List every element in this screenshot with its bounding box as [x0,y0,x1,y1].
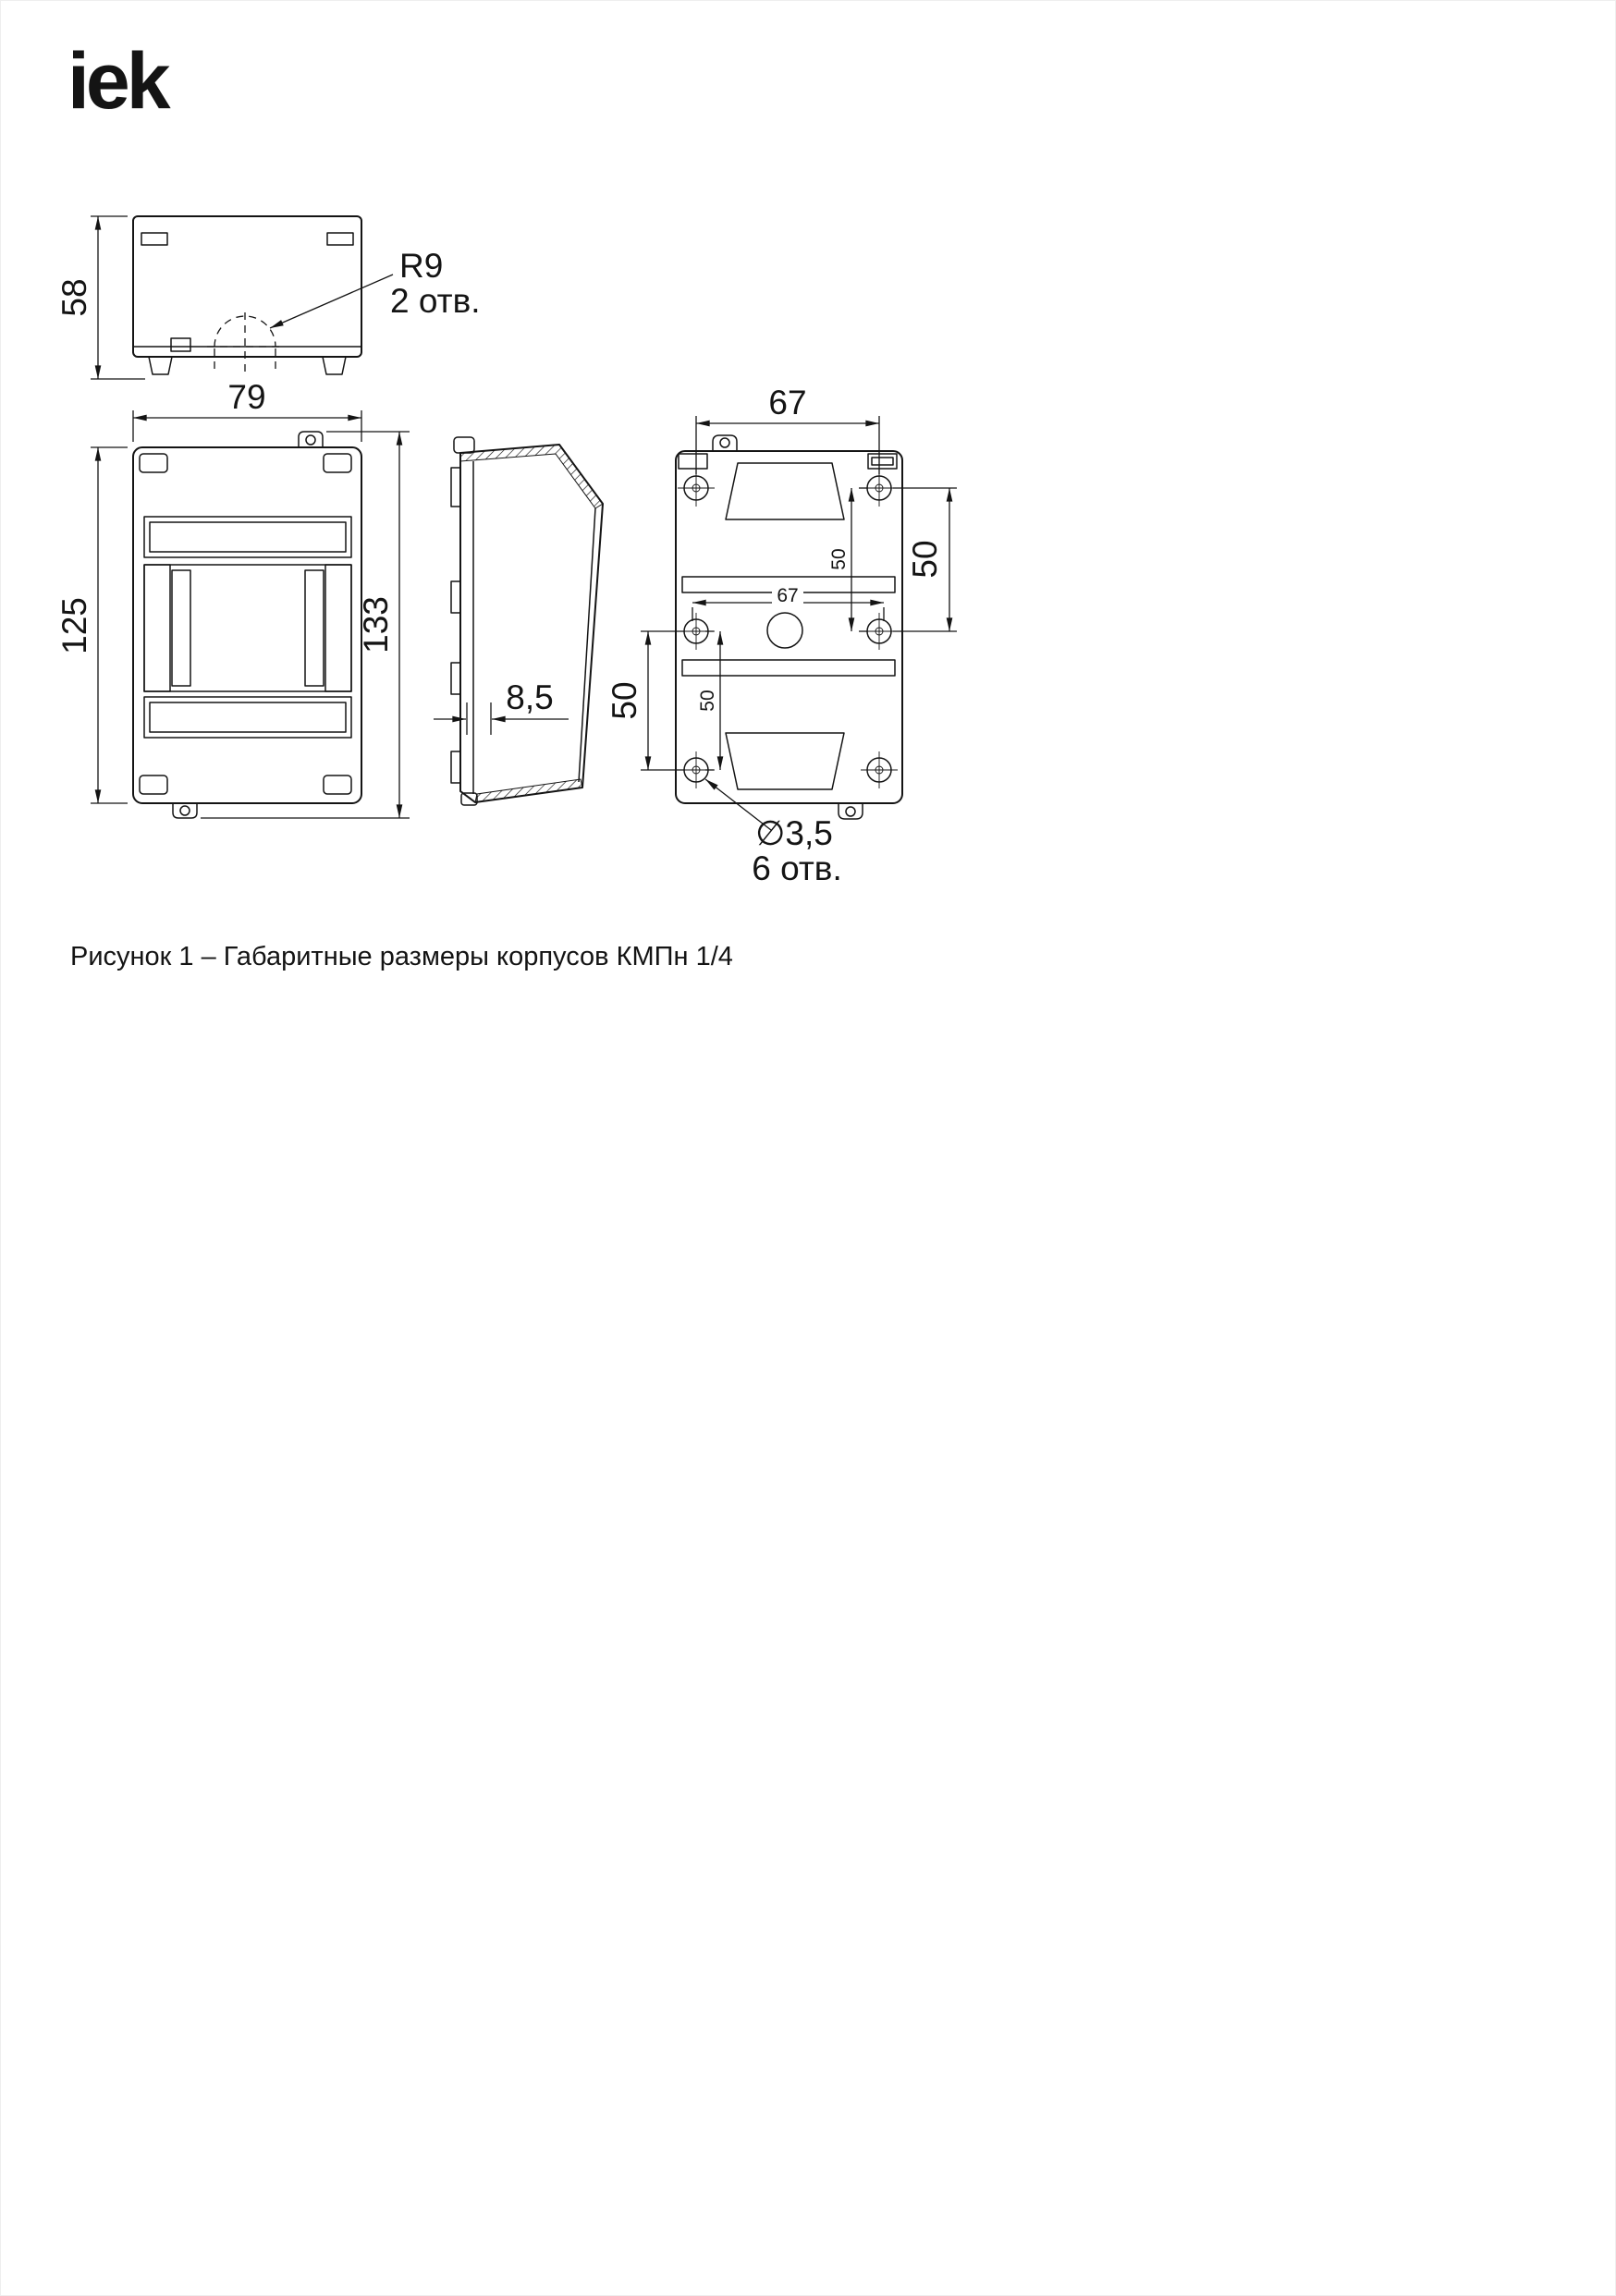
mount-hole [861,751,898,788]
dim-label-hole-span-width: 67 [768,384,807,421]
dim-label-lip-depth: 8,5 [506,678,554,716]
din-clip [451,468,460,507]
dim-front-body-height [55,447,128,803]
dim-label-inner-left: 50 [697,690,718,712]
callout-radius [270,247,481,328]
callout-diameter-label: ∅3,5 [755,814,833,852]
dim-label-width: 79 [227,378,266,416]
side-view [434,437,603,805]
callout-hole-count: 6 отв. [752,849,842,887]
back-view [606,384,957,887]
dim-back-inner-left [697,631,720,770]
side-top-tab [454,437,474,453]
dim-label-body-height: 125 [55,597,93,654]
top-knockout [726,463,844,519]
dim-back-inner-width [692,585,884,621]
front-outline [133,447,361,803]
module-area [144,565,351,691]
din-clip [451,581,460,613]
slot-bar [682,660,895,676]
dim-label-depth: 58 [55,278,93,317]
dim-label-hole-span-right: 50 [906,540,944,579]
center-hole [767,613,802,648]
mount-hole [678,470,715,507]
dim-back-top-width [696,384,879,474]
dim-back-left-spacing [606,631,685,770]
dim-back-inner-right [828,488,867,631]
dim-label-inner-width: 67 [777,585,799,606]
callout-radius-holes: 2 отв. [390,282,481,320]
side-bottom-tab [461,793,477,805]
dim-label-hole-span-left: 50 [606,681,643,720]
dim-label-inner-right: 50 [828,548,850,570]
dim-label-full-height: 133 [357,596,395,653]
technical-drawing [1,1,1616,2296]
top-mount-tab [299,432,323,448]
din-clip [451,751,460,783]
din-clip [451,663,460,694]
dim-side-depth [434,678,569,735]
top-view [55,216,481,379]
iek-logo: iek [67,37,167,126]
dim-top-height [55,216,145,379]
figure-caption: Рисунок 1 – Габаритные размеры корпусов КМПн 1/4 [70,942,733,971]
bottom-knockout [726,733,844,789]
callout-hole-diameter [705,779,842,887]
front-view [55,378,410,818]
bottom-tab-hole [180,806,190,815]
top-tab-hole [306,435,315,445]
callout-radius-label: R9 [399,247,444,285]
